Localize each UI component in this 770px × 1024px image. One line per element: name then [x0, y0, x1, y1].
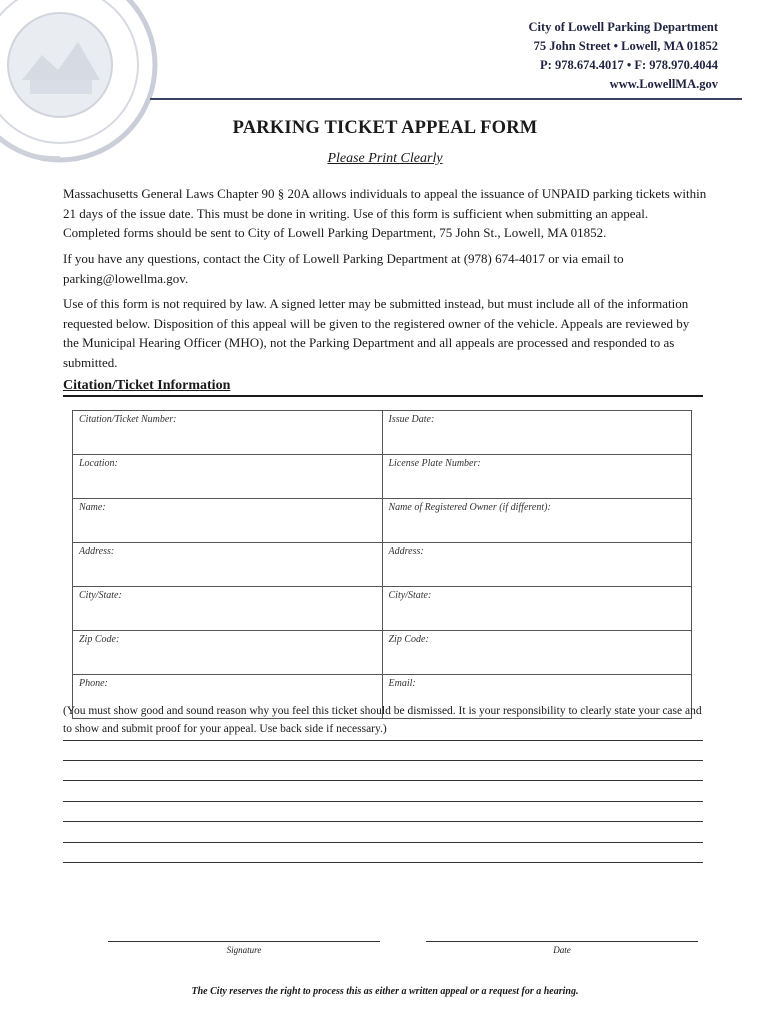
department-name: City of Lowell Parking Department: [528, 20, 718, 34]
appeal-reason-line[interactable]: [63, 801, 703, 802]
citation-info-table: [72, 410, 692, 719]
paragraph-process: Use of this form is not required by law. A signed letter may be submitted instead, but must include all of the information requested below. Disposition of this appeal will be given to the registered owner of the vehicle. Appeals are reviewed by the Municipal Hearing Officer (MHO), not the Parking Department and all appeals are processed and responded to as submitted.: [63, 296, 690, 370]
table-row: [73, 631, 692, 675]
appeal-reason-line[interactable]: [63, 780, 703, 781]
date-line[interactable]: [426, 941, 698, 942]
email-field[interactable]: Email:: [382, 675, 692, 719]
appeal-instructions: (You must show good and sound reason why you feel this ticket should be dismissed. It is your responsibility to clearly state your case and to show and submit proof for your appeal. Use back side if necessary.): [63, 705, 702, 735]
department-header: [528, 18, 718, 94]
header-divider: [150, 98, 742, 100]
owner-address-field[interactable]: Address:: [382, 543, 692, 587]
phone-field[interactable]: Phone:: [73, 675, 383, 719]
department-website[interactable]: www.LowellMA.gov: [609, 77, 718, 91]
date-label: Date: [553, 945, 571, 955]
owner-city-state-field[interactable]: City/State:: [382, 587, 692, 631]
citation-number-field[interactable]: Citation/Ticket Number:: [73, 411, 383, 455]
paragraph-contact: If you have any questions, contact the City of Lowell Parking Department at (978) 674-4017 or via email to parking@lowellma.gov.: [63, 251, 624, 286]
table-row: [73, 543, 692, 587]
table-row: [73, 411, 692, 455]
appeal-reason-line[interactable]: [63, 821, 703, 822]
address-field[interactable]: Address:: [73, 543, 383, 587]
department-address: 75 John Street • Lowell, MA 01852: [533, 39, 718, 53]
city-seal-watermark: [0, 0, 160, 170]
issue-date-field[interactable]: Issue Date:: [382, 411, 692, 455]
form-subtitle: Please Print Clearly: [327, 151, 443, 166]
footer-note: The City reserves the right to process this as either a written appeal or a request for a hearing.: [191, 986, 579, 997]
registered-owner-field[interactable]: Name of Registered Owner (if different):: [382, 499, 692, 543]
section-heading: [63, 378, 703, 397]
city-state-field[interactable]: City/State:: [73, 587, 383, 631]
table-row: [73, 587, 692, 631]
location-field[interactable]: Location:: [73, 455, 383, 499]
license-plate-field[interactable]: License Plate Number:: [382, 455, 692, 499]
appeal-reason-line[interactable]: [63, 760, 703, 761]
name-field[interactable]: Name:: [73, 499, 383, 543]
appeal-reason-line[interactable]: [63, 740, 703, 741]
section-heading-text: Citation/Ticket Information: [63, 378, 231, 393]
zip-code-field[interactable]: Zip Code:: [73, 631, 383, 675]
paragraph-legal-basis: Massachusetts General Laws Chapter 90 § 20A allows individuals to appeal the issuance of UNPAID parking tickets within 21 days of the issue date. This must be done in writing. Use of this form is sufficient when submitting an appeal. Completed forms should be sent to City of Lowell Parking Department, 75 John St., Lowell, MA 01852.: [63, 186, 707, 240]
table-row: [73, 499, 692, 543]
owner-zip-code-field[interactable]: Zip Code:: [382, 631, 692, 675]
department-phone-fax: P: 978.674.4017 • F: 978.970.4044: [540, 58, 718, 72]
table-row: [73, 455, 692, 499]
signature-label: Signature: [226, 945, 262, 955]
appeal-reason-line[interactable]: [63, 862, 703, 863]
appeal-reason-line[interactable]: [63, 842, 703, 843]
signature-line[interactable]: [108, 941, 380, 942]
form-title: PARKING TICKET APPEAL FORM: [232, 118, 538, 138]
